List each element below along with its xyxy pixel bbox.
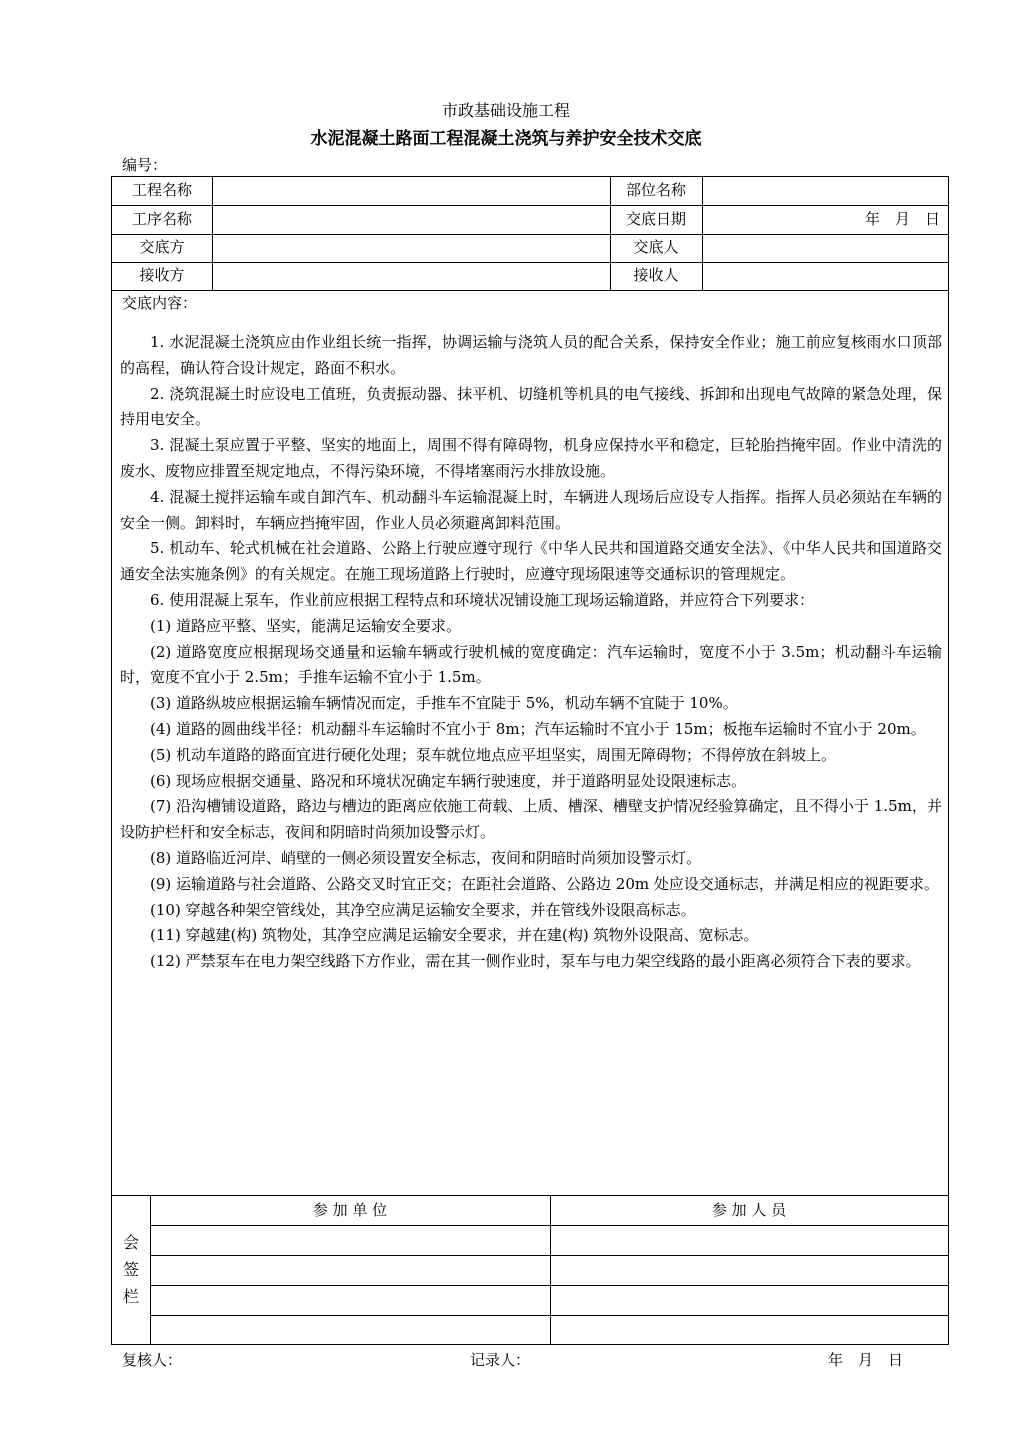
recorder-label: 记录人：	[470, 1351, 531, 1369]
content-paragraph: (6) 现场应根据交通量、路况和环境状况确定车辆行驶速度，并于道路明显处设限速标志。	[150, 771, 747, 790]
label-handover-person: 交底人	[633, 238, 679, 256]
footer-date: 年 月 日	[828, 1351, 904, 1369]
content-paragraph: (5) 机动车道路的路面宜进行硬化处理；泵车就位地点应平坦坚实，周围无障碍物；不得停放在斜坡上。	[150, 745, 837, 764]
content-paragraph: (9) 运输道路与社会道路、公路交叉时宜正交；在距社会道路、公路边 20m 处应设交通标志，并满足相应的视距要求。	[150, 874, 939, 893]
doc-number-label: 编号：	[122, 156, 168, 174]
label-process-name: 工序名称	[131, 210, 192, 228]
document-title: 水泥混凝土路面工程混凝土浇筑与养护安全技术交底	[310, 129, 702, 149]
document-subtitle: 市政基础设施工程	[441, 101, 570, 120]
content-label: 交底内容：	[122, 294, 198, 312]
content-paragraph: (7) 沿沟槽铺设道路，路边与槽边的距离应依施工荷载、上质、槽深、槽壁支护情况经验算确定，且不得小于 1.5m，并设防护栏杆和安全标志，夜间和阴暗时尚须加设警示灯。	[120, 797, 942, 842]
content-paragraph: 4. 混凝土搅拌运输车或自卸汽车、机动翻斗车运输混凝上时，车辆进人现场后应设专人指挥。指挥人员必须站在车辆的安全一侧。卸料时，车辆应挡掩牢固，作业人员必须避离卸料范围。	[120, 487, 942, 532]
signoff-col-people: 参 加 人 员	[711, 1201, 787, 1219]
content-paragraph: 6. 使用混凝上泵车，作业前应根据工程特点和环境状况铺设施工现场运输道路，并应符合下列要求：	[150, 590, 815, 609]
content-paragraph: (4) 道路的圆曲线半径：机动翻斗车运输时不宜小于 8m；汽车运输时不宜小于 15m；板拖车运输时不宜小于 20m。	[150, 719, 926, 738]
content-paragraph: (12) 严禁泵车在电力架空线路下方作业，需在其一侧作业时，泵车与电力架空线路的最小距离必须符合下表的要求。	[150, 952, 921, 971]
content-paragraph: (11) 穿越建(构) 筑物处，其净空应满足运输安全要求，并在建(构) 筑物外设限高、宽标志。	[150, 926, 759, 945]
label-project-name: 工程名称	[131, 181, 192, 199]
signoff-char: 签	[122, 1260, 139, 1279]
label-receiving-party: 接收方	[139, 266, 185, 284]
label-receiver: 接收人	[633, 266, 679, 284]
content-paragraph: (3) 道路纵坡应根据运输车辆情况而定，手推车不宜陡于 5%，机动车辆不宜陡于 10%。	[150, 694, 738, 713]
content-paragraph: 3. 混凝土泵应置于平整、坚实的地面上，周围不得有障碍物，机身应保持水平和稳定，巨轮胎挡掩牢固。作业中清洗的废水、废物应排置至规定地点，不得污染环境，不得堵塞雨污水排放设施。	[120, 436, 942, 480]
label-part-name: 部位名称	[625, 181, 686, 199]
content-paragraph: 5. 机动车、轮式机械在社会道路、公路上行驶应遵守现行《中华人民共和国道路交通安全法》、《中华人民共和国道路交通安全法实施条例》的有关规定。在施工现场道路上行驶时，应遵守现场限速等交通标识的管理规定。	[120, 539, 942, 584]
reviewer-label: 复核人：	[122, 1351, 183, 1369]
content-paragraph: (10) 穿越各种架空管线处，其净空应满足运输安全要求，并在管线外设限高标志。	[150, 900, 696, 919]
value-handover-date[interactable]: 年 月 日	[864, 210, 940, 228]
signoff-side-label	[113, 1229, 149, 1310]
content-paragraph: (8) 道路临近河岸、峭壁的一侧必须设置安全标志，夜间和阴暗时尚须加设警示灯。	[150, 848, 702, 867]
signoff-char: 会	[122, 1233, 139, 1252]
signoff-col-unit: 参 加 单 位	[312, 1201, 388, 1219]
content-paragraph: (1) 道路应平整、坚实，能满足运输安全要求。	[150, 616, 462, 635]
content-paragraph: 1. 水泥混凝土浇筑应由作业组长统一指挥，协调运输与浇筑人员的配合关系，保持安全作业；施工前应复核雨水口顶部的高程，确认符合设计规定，路面不积水。	[120, 333, 942, 377]
content-paragraph: (2) 道路宽度应根据现场交通量和运输车辆或行驶机械的宽度确定：汽车运输时，宽度不小于 3.5m；机动翻斗车运输时，宽度不宜小于 2.5m；手推车运输不宜小于 1.5m。	[120, 642, 942, 687]
label-handover-date: 交底日期	[625, 210, 686, 228]
signoff-char: 栏	[122, 1287, 139, 1306]
content-paragraph: 2. 浇筑混凝土时应设电工值班，负责振动器、抹平机、切缝机等机具的电气接线、拆卸和出现电气故障的紧急处理，保持用电安全。	[120, 384, 942, 429]
content-body	[120, 330, 942, 975]
label-handover-party: 交底方	[139, 238, 185, 256]
